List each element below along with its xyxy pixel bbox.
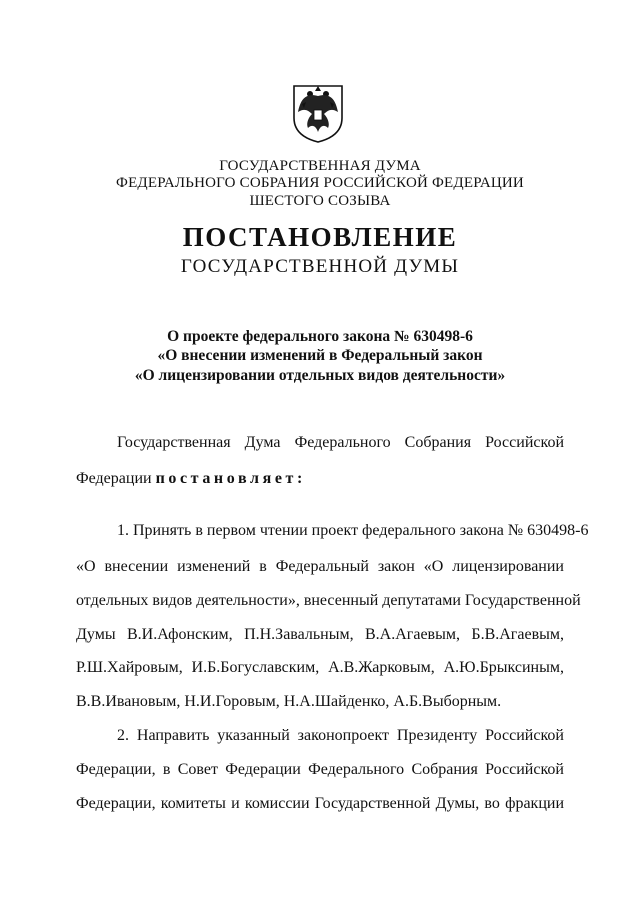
paragraph1-line: Р.Ш.Хайровым, И.Б.Богуславским, А.В.Жарковым, А.Ю.Брыксиным,: [76, 659, 564, 676]
resolution-verb: постановляет:: [155, 470, 306, 487]
subject-line-2: «О внесении изменений в Федеральный закон: [157, 347, 483, 364]
paragraph1-line: «О внесении изменений в Федеральный закон «О лицензировании: [76, 558, 564, 575]
preamble-line-2: [76, 470, 564, 488]
subject-line-1: О проекте федерального закона № 630498-6: [167, 328, 473, 345]
document-subtitle: ГОСУДАРСТВЕННОЙ ДУМЫ: [180, 256, 460, 277]
header-line-1: ГОСУДАРСТВЕННАЯ ДУМА: [219, 158, 421, 174]
paragraph1-line: В.В.Ивановым, Н.И.Горовым, Н.А.Шайденко, А.Б.Выборным.: [76, 693, 502, 710]
preamble-line-1: Государственная Дума Федерального Собрания Российской: [117, 434, 564, 451]
state-emblem-icon: [290, 82, 346, 144]
header-line-2: ФЕДЕРАЛЬНОГО СОБРАНИЯ РОССИЙСКОЙ ФЕДЕРАЦИИ: [116, 175, 524, 191]
paragraph1-line: отдельных видов деятельности», внесенный депутатами Государственной: [76, 592, 581, 609]
document-title: ПОСТАНОВЛЕНИЕ: [182, 222, 458, 252]
subject-line-3: «О лицензировании отдельных видов деятельности»: [134, 367, 506, 384]
paragraph2-line: Федерации, комитеты и комиссии Государственной Думы, во фракции: [76, 795, 564, 812]
paragraph2-line: Федерации, в Совет Федерации Федерального Собрания Российской: [76, 761, 564, 778]
header-line-3: ШЕСТОГО СОЗЫВА: [249, 193, 391, 209]
paragraph2-line: 2. Направить указанный законопроект Президенту Российской: [117, 727, 564, 744]
paragraph1-line: Думы В.И.Афонским, П.Н.Завальным, В.А.Агаевым, Б.В.Агаевым,: [76, 626, 564, 643]
preamble-line-2-start: Федерации: [76, 470, 156, 487]
paragraph1-line: 1. Принять в первом чтении проект федерального закона № 630498-6: [117, 522, 589, 539]
